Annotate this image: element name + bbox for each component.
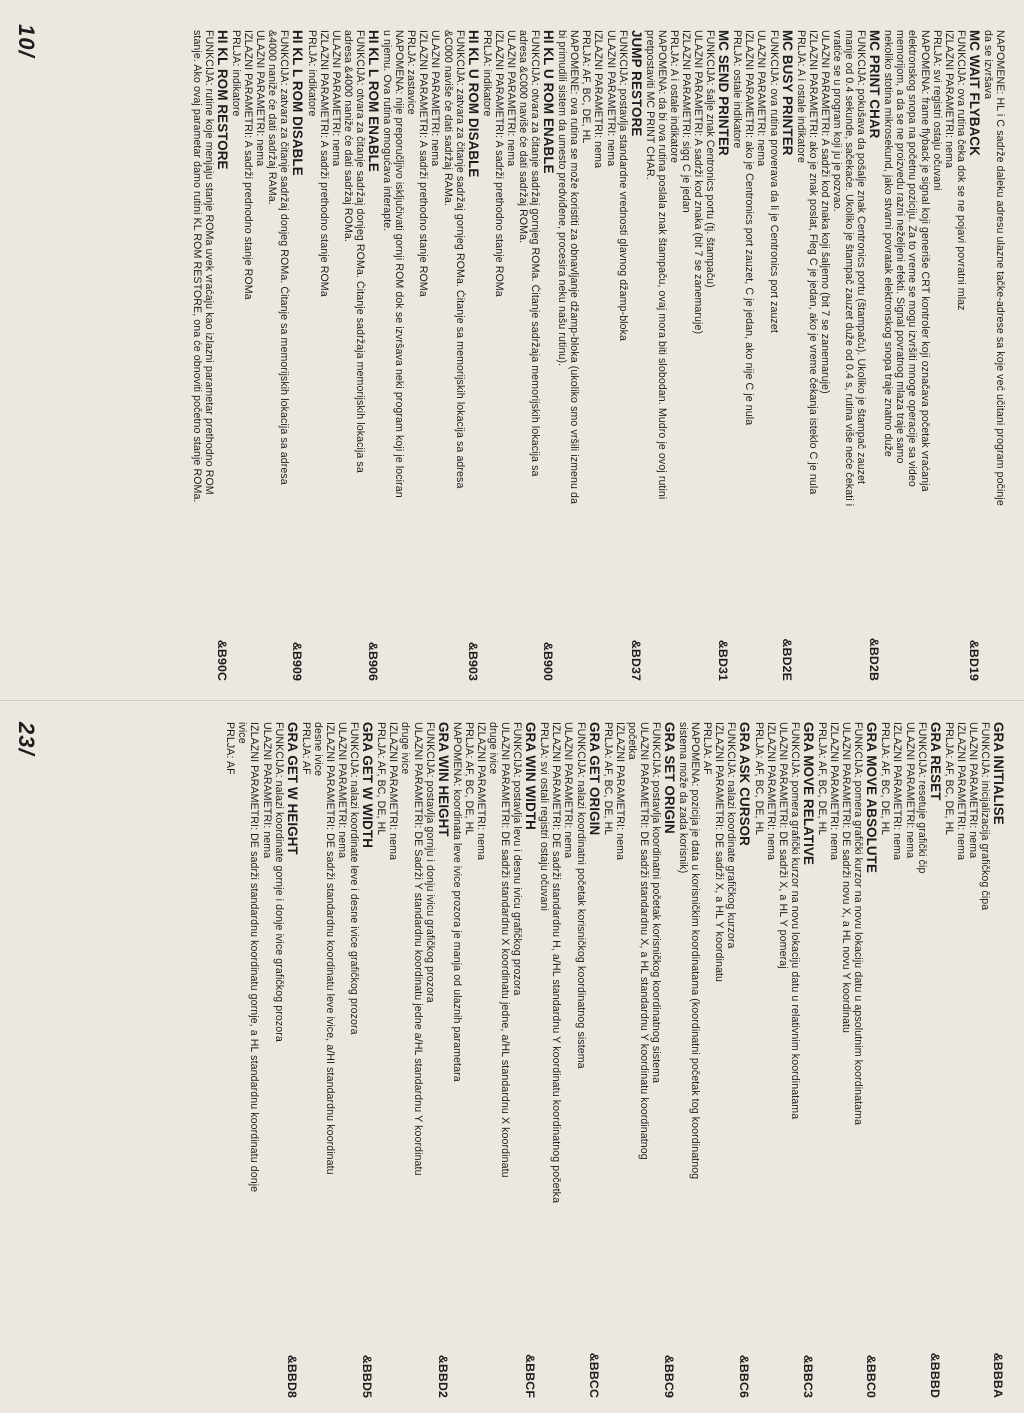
routine-text-line: adresa &C000 naviše će dati sadržaj ROMa. [517, 30, 529, 244]
routine-header [523, 722, 537, 1402]
routine-address: &BBCC [586, 1352, 601, 1398]
routine-header [629, 30, 643, 685]
routine-text-line: FUNKCIJA: postavlja standardne vrednosti glavnog džamp-bloka [616, 30, 629, 342]
routine-text-line: IZLAZNI PARAMETRI: nema [942, 30, 955, 169]
routine-text-line: FUNKCIJA: ova rutina proverava da li je Centronics port zauzet [767, 30, 780, 333]
routine-text-line: IZLAZNI PARAMETRI: A sadrži prethodno stanje ROMa [417, 30, 430, 297]
routine-address: &BD37 [628, 639, 643, 681]
routine-text-line: ULAZNI PARAMETRI: nema [903, 722, 916, 859]
page-left-column [16, 30, 1006, 685]
routine-entry [795, 30, 882, 685]
routine-entry [300, 722, 374, 1402]
routine-text-line: PRLJA: A i ostale indikatore [794, 30, 807, 163]
routine-address: &B903 [465, 641, 480, 681]
routine-text-line: FUNKCIJA: zatvara za čitanje sadržaj donjeg ROMa. Čitanje sa memorijskih lokacija sa adresa [278, 30, 291, 485]
routine-header [967, 30, 981, 685]
routine-text-line: PRLJA: svi registri ostaju očuvani [930, 30, 943, 191]
routine-title: GRA GET ORIGIN [586, 722, 602, 836]
routine-text-line: NAPOMENE: ova rutina se može koristiti za obnavljanje džamp-bloka (ukoliko smo vršili izmenu da [568, 30, 581, 505]
routine-entry [816, 722, 878, 1402]
routine-address: &B90C [215, 639, 230, 681]
routine-entry [731, 30, 793, 685]
routine-entry [753, 722, 815, 1402]
routine-text-line: adresa &4000 naniže će dati sadržaj ROMa. [341, 30, 354, 242]
routine-entry [451, 722, 538, 1402]
routine-address: &B906 [365, 641, 380, 681]
routine-text-line: FUNKCIJA: nalazi koordinate gornje i donje ivice grafičkog prozora [272, 722, 285, 1042]
routine-title: GRA GET W HEIGHT [284, 722, 300, 855]
routine-text-line: PRLJA: AF, BC, DE, HL [942, 722, 955, 836]
routine-text-line: IZLAZNI PARAMETRI: A sadrži prethodno stanje ROMa [317, 30, 330, 297]
routine-entry [879, 722, 941, 1402]
routine-title: GRA WIN WIDTH [523, 722, 539, 830]
routine-address: &BBC0 [864, 1354, 879, 1398]
routine-text-line: druge ivice [487, 722, 499, 775]
routine-header [662, 722, 676, 1402]
routine-text-line: elektronskog snopa na početnu poziciju. Za to vreme se mogu izvršiti mnoge operacije sa video [906, 30, 919, 487]
routine-address: &BD2E [779, 638, 794, 681]
routine-text-line: bi primudili sistem da umesto predviđene, procesira neku našu rutinu). [556, 30, 569, 367]
routine-text-line: IZLAZNI PARAMETRI: DE sadrži standardnu koordinatu gornje, a HL standardnu koordinatu donje [248, 722, 261, 1193]
routine-text-line: PRLJA: indikatore [230, 30, 243, 117]
routine-title: HI KL L ROM DISABLE [290, 30, 306, 176]
routine-header [366, 30, 380, 685]
routine-header [928, 722, 942, 1402]
routine-text-line: PRLJA: indikatore [305, 30, 318, 117]
routine-text-line: PRLJA: AF [701, 722, 714, 775]
routine-text-line: pretpostaviti MC PRINT CHAR. [643, 30, 656, 180]
routine-address: &BBD2 [435, 1354, 450, 1398]
routine-text-line: FUNKCIJA: nalazi koordinatni početak korisničkog koordinatnog sistema [574, 722, 587, 1069]
routine-text-line: FUNKCIJA: šalje znak Centronics portu (tj. štampaču) [704, 30, 717, 288]
routine-text-line: NAPOMENA: koordinata leve ivice prozora je manja od ulaznih parametara [450, 722, 463, 1082]
routine-header [215, 30, 229, 685]
routine-text-line: da se izvršava [981, 30, 994, 100]
routine-entry [191, 30, 229, 685]
routine-text-line: ULAZNI PARAMETRI: nema [336, 722, 349, 859]
routine-address: &BBBA [991, 1352, 1005, 1398]
routine-text-line: FUNKCIJA: postavlja gornju i donju ivicu grafičkog prozora [423, 722, 436, 1003]
routine-text-line: PRLJA: AF, BC, DE, HL [879, 722, 892, 836]
routine-title: GRA SET ORIGIN [662, 722, 678, 834]
routine-text-line: PRLJA: AF, BC, DE, HL [580, 30, 593, 144]
routine-entry [677, 722, 751, 1402]
routine-entry [602, 722, 676, 1402]
routine-entry [230, 30, 304, 685]
routine-text-line: memorijom, a da se ne proizvedu razni neželjeni efekti. Signal povratnog mlaza traje samo [894, 30, 907, 464]
routine-text-line: ULAZNI PARAMETRI: A sadrži kod znaka koji šaljemo (bit 7 se zanemaruje) [818, 30, 831, 394]
routine-address: &BBC3 [800, 1354, 815, 1398]
routine-text-line: FUNKCIJA: resetuje grafički čip [915, 722, 928, 874]
routine-entry [381, 30, 480, 685]
routine-text-line: IZLAZNI PARAMETRI: nema [387, 722, 400, 861]
page-number-left: 10/ [14, 24, 39, 58]
routine-text-line: IZLAZNI PARAMETRI: sigq C je jedan [680, 30, 693, 213]
routine-text-line: ULAZNI PARAMETRI: nema [562, 722, 575, 859]
routine-text-line: FUNKCIJA: ova rutina čeka dok se ne pojavi povratni mlaz [954, 30, 967, 311]
routine-text-line: nekoliko stotina mikrosekund, jako stvarni povratak elektronskog snopa traje znatno duže [882, 30, 895, 457]
routine-entry [644, 30, 731, 685]
routine-text-line: druge ivice [399, 722, 412, 775]
routine-text-line: IZLAZNI PARAMETRI: DE sadrži standardnu koordinatu leve ivice, a/HI standardnu koordinatu [323, 722, 336, 1175]
routine-text-line: FUNKCIJA: postavlja koordinatni početak korisničkog koordinatnog sistema [650, 722, 663, 1084]
routine-text-line: FUNKCIJA: zatvara za čitanje sadržaj gornjeg ROMa. Čitanje sa memorijskih lokacija sa adresa [453, 30, 466, 489]
routine-text-line: ULAZNI PARAMETRI: DE sadrži X, a HL Y pomeraj [776, 722, 789, 969]
routine-text-line: NAPOMENE: HL i C sadrže daleku adresu ulazne tačke-adrese sa koje već učitani program počinje [994, 30, 1006, 506]
routine-text-line: PRLJA: AF, BC, DE, HL [752, 722, 765, 836]
routine-title: MC PRINT CHAR [867, 30, 883, 139]
routine-title: HI KL L ROM ENABLE [365, 30, 381, 172]
routine-text-line: u njemu. Ova rutina omogućava interapte. [381, 30, 394, 232]
routine-header [285, 722, 299, 1402]
routine-text-line: PRLJA: AF [299, 722, 312, 775]
routine-text-line: IZLAZNI PARAMETRI: nema [891, 722, 904, 861]
routine-header [738, 722, 752, 1402]
routine-title: GRA INITIALISE [991, 722, 1006, 825]
routine-text-line: NAPOMENA: da bi ova rutina poslala znak štampaču, ovaj mora biti slobodan. Mudro je ovoj rutini [655, 30, 668, 500]
routine-text-line: NAPOMENA: pozicija je data u korisničkim koordinatama (koordinatni početak tog koordinatnog [689, 722, 702, 1180]
routine-text-line: stanje. Ako ovaj parametar damo rutini KL ROM RESTORE, ona će obnoviti početno stanje ROMa. [190, 30, 203, 503]
routine-text-line: IZLAZNI PARAMETRI: DE sadrži X, a HL Y koordinatu [713, 722, 726, 983]
routine-text-line: IZLAZNI PARAMETRI: nema [954, 722, 967, 861]
routine-text-line: ULAZNI PARAMETRI: nema [429, 30, 442, 167]
routine-title: GRA MOVE ABSOLUTE [864, 722, 880, 873]
routine-header [716, 30, 730, 685]
routine-header [291, 30, 305, 685]
routine-address: &BBD8 [284, 1354, 299, 1398]
routine-text-line: IZLAZNI PARAMETRI: ako je Centronics port zauzet, C je jedan, ako nije C je nula [743, 30, 756, 426]
routine-text-line: sistema može da zada korisnik) [677, 722, 690, 874]
routine-title: GRA WIN HEIGHT [435, 722, 451, 837]
routine-text-line: FUNKCIJA: otvara za čitanje sadržaj donjeg ROMa. Čitanje sadržaja memorijskih lokacija sa [353, 30, 366, 473]
routine-text-line: PRLJA: AF, BC, DE, HL [601, 722, 614, 836]
routine-text-line: manje od 0.4 sekunde, sačekaće. Ukoliko je štampač zauzet duže od 0.4 s, rutina više neće čekati i [843, 30, 856, 507]
routine-header [541, 30, 555, 685]
routine-address: &BD2B [867, 637, 882, 681]
routine-text-line: FUNKCIJA: otvara za čitanje sadržaj gornjeg ROMa. Čitanje sadržaja memorijskih lokacija sa [529, 30, 542, 477]
routine-header [864, 722, 878, 1402]
routine-address: &BBC9 [662, 1354, 677, 1398]
routine-header [466, 30, 480, 685]
routine-entry [982, 30, 1006, 685]
routine-title: MC BUSY PRINTER [779, 30, 795, 156]
routine-address: &BBD5 [360, 1354, 375, 1398]
routine-text-line: FUNKCIJA: pokušava da pošalje znak Centronics portu (štampaču). Ukoliko je štampač zauzet [855, 30, 868, 485]
routine-text-line: IZLAZNI PARAMETRI: nema [613, 722, 626, 861]
routine-text-line: ULAZNI PARAMETRI: DE Sadrži Y standardnu koordinatu jedne a/HL standardnu Y koordinatu [411, 722, 424, 1176]
routine-text-line: FUNKCIJA: postavlja levu i desnu ivicu grafičkog prozora [511, 722, 524, 996]
routine-text-line: NAPOMENA: nije preporučljivo isključivati gornji ROM dok se izvršava neki program koji je lociran [393, 30, 406, 498]
routine-header [780, 30, 794, 685]
routine-title: HI KL U ROM DISABLE [465, 30, 481, 178]
routine-text-line: NAPOMENA: frame flyback je signal koji generiše CRT kontroler koji označava početak vraćanja [918, 30, 931, 492]
routine-entry [882, 30, 981, 685]
routine-text-line: ULAZNI PARAMETRI: nema [604, 30, 617, 167]
routine-text-line: PRLJA: AF, BC, DE, HL [375, 722, 388, 836]
routine-title: MC WAIT FLYBACK [966, 30, 982, 156]
routine-title: GRA GET W WIDTH [360, 722, 376, 848]
routine-address: &B909 [290, 641, 305, 681]
routine-text-line: vratiće se u program koji ju je pozvao. [830, 30, 843, 212]
routine-title: GRA MOVE RELATIVE [800, 722, 816, 866]
routine-title: HI KL ROM RESTORE [215, 30, 231, 170]
routine-text-line: FUNKCIJA: nalazi koordinate grafičkog kurzora [725, 722, 738, 949]
routine-text-line: IZLAZNI PARAMETRI: DE sadrži standardnu H, a/HL standardnu Y koordinatu koordinatnog početka [550, 722, 563, 1204]
routine-text-line: ULAZNI PARAMETRI: nema [966, 722, 979, 859]
routine-text-line: IZLAZNI PARAMETRI: A sadrži prednodno stanje ROMa [242, 30, 255, 300]
routine-text-line: PRLJA: A i ostale indikatore [667, 30, 680, 163]
routine-entry [943, 722, 1005, 1402]
routine-text-line: FUNKCIJA: pomera grafički kurzor na novu lokaciju datu u apsolutnim koordinatama [852, 722, 865, 1126]
routine-text-line: &4000 naniže će dati sadržaj RAMa. [266, 30, 279, 205]
routine-header [867, 30, 881, 685]
routine-text-line: ULAZNI PARAMETRI: DE sadrži novu X, a HL novu Y koordinatu [840, 722, 853, 1033]
routine-text-line: PRLJA: indikatore [480, 30, 493, 117]
routine-entry [306, 30, 380, 685]
routine-text-line: PRLJA: AF, BC, DE, HL [815, 722, 828, 836]
routine-title: GRA ASK CURSOR [737, 722, 753, 846]
routine-address: &BBCF [523, 1354, 538, 1398]
routine-address: &BD19 [966, 639, 981, 681]
routine-text-line: početka [625, 722, 638, 760]
routine-text-line: ULAZNI PARAMETRI: nema [504, 30, 517, 167]
routine-text-line: desne ivice [311, 722, 324, 777]
routine-text-line: IZLAZNI PARAMETRI: nema [828, 722, 841, 861]
routine-title: HI KL U ROM ENABLE [541, 30, 557, 174]
routine-text-line: FUNKCIJA: inicijalizacija grafičkog čipa [979, 722, 991, 911]
routine-text-line: FUNKCIJA: nalazi koordinate leve i desne ivice grafičkog prozora [348, 722, 361, 1035]
routine-text-line: IZLAZNI PARAMETRI: ako je znak poslat, Fleg C je jedan, ako je vreme čekanja isteklo C je nula [806, 30, 819, 495]
routine-text-line: PRLJA: ostale indikatore [731, 30, 744, 149]
routine-address: &B900 [541, 641, 556, 681]
routine-text-line: IZLAZNI PARAMETRI: A sadrži prethodno stanje ROMa [492, 30, 505, 297]
routine-text-line: ULAZNI PARAMETRI: nema [755, 30, 768, 167]
page-number-right: 23/ [14, 722, 39, 756]
routine-entry [481, 30, 555, 685]
routine-text-line: ULAZNI PARAMETRI: nema [254, 30, 267, 167]
routine-text-line: ULAZNI PARAMETRI: A sadrži kod znaka (bit 7 se zanemaruje) [692, 30, 705, 335]
routine-text-line: IZLAZNI PARAMETRI: nema [764, 722, 777, 861]
routine-text-line: PRLJA: AF, BC, DE, HL [462, 722, 475, 836]
routine-title: JUMP RESTORE [628, 30, 644, 137]
page-right-column [16, 722, 1006, 1402]
routine-title: MC SEND PRINTER [716, 30, 732, 156]
routine-header [801, 722, 815, 1402]
routine-text-line: ULAZNI PARAMETRI: nema [260, 722, 273, 859]
routine-entry [224, 722, 298, 1402]
routine-text-line: &C000 naviše će dati sadržaj RAMa. [441, 30, 454, 206]
routine-header [587, 722, 601, 1402]
routine-address: &BBC6 [737, 1354, 752, 1398]
routine-text-line: FUNKCIJA: rutine koje menjaju stanje ROMa uvek vraćaju kao izlazni parametar prethodno ROM [203, 30, 216, 495]
routine-text-line: PRLJA: zastavice [405, 30, 418, 115]
routine-entry [538, 722, 600, 1402]
routine-text-line: IZLAZNI PARAMETRI: nema [592, 30, 605, 169]
routine-header [436, 722, 450, 1402]
routine-text-line: PRLJA: AF [224, 722, 237, 775]
routine-text-line: ULAZNI PARAMETRI: DE sadrži standardnu X, a HL standardnu Y koordinatu koordinatnog [637, 722, 650, 1160]
routine-text-line: ULAZNI PARAMETRI: DE sadrži standardnu X koordinatu jedne, a/HL standardnu X koordinatu [499, 722, 512, 1178]
routine-text-line: FUNKCIJA: pomera grafički kurzor na novu lokaciju datu u relativnim koordinatama [788, 722, 801, 1120]
page-gutter-divider [0, 700, 1024, 701]
routine-text-line: IZLAZNI PARAMETRI: nema [474, 722, 487, 861]
routine-address: &BD31 [716, 639, 731, 681]
routine-text-line: ivice [236, 722, 249, 744]
routine-entry [375, 722, 449, 1402]
routine-header [360, 722, 374, 1402]
routine-title: GRA RESET [927, 722, 943, 801]
routine-entry [556, 30, 643, 685]
routine-address: &BBBD [927, 1352, 942, 1398]
routine-text-line: PRLJA: svi ostali registri ostaju očuvani [538, 722, 551, 911]
routine-text-line: ULAZNI PARAMETRI: nema [329, 30, 342, 167]
routine-header [991, 722, 1005, 1402]
